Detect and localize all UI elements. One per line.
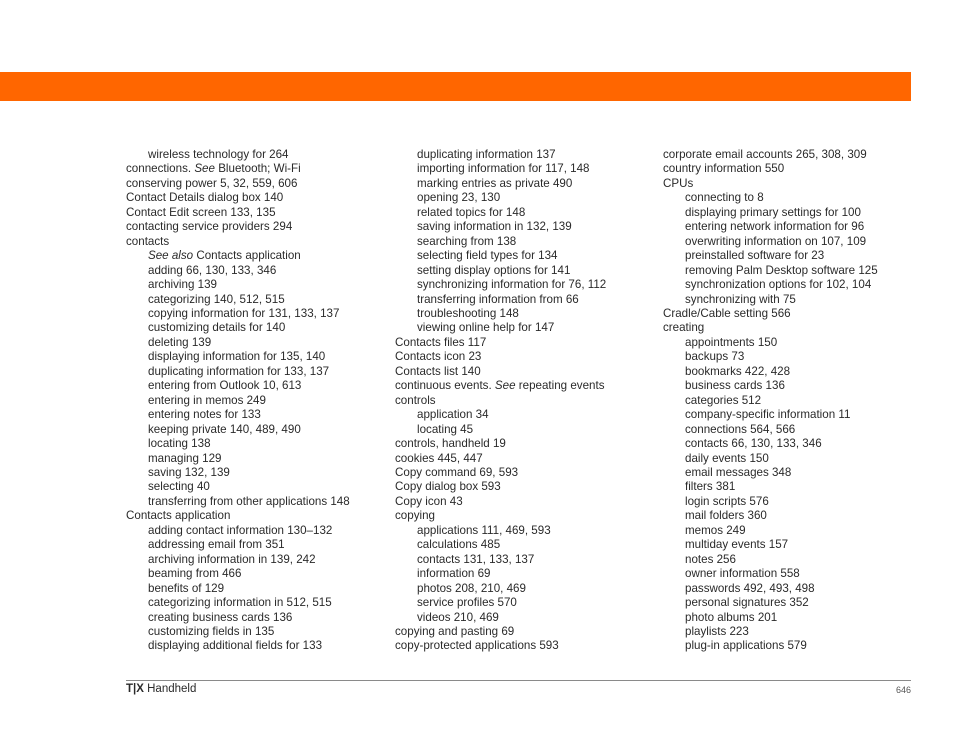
index-entry: Copy dialog box 593 <box>395 480 501 494</box>
index-subentry: categories 512 <box>685 393 762 407</box>
index-subentry: transferring from other applications 148 <box>148 494 350 508</box>
header-banner <box>0 72 911 101</box>
index-subentry: application 34 <box>417 408 489 422</box>
index-entry: Contacts list 140 <box>395 364 481 378</box>
index-entry: controls <box>395 393 436 407</box>
index-entry: creating <box>663 321 705 335</box>
index-subentry: entering in memos 249 <box>148 393 266 407</box>
index-subentry: entering network information for 96 <box>685 220 865 234</box>
index-entry: Contacts icon 23 <box>395 350 482 364</box>
cross-reference-label: See <box>194 162 215 176</box>
index-subentry: saving 132, 139 <box>148 465 230 479</box>
index-subentry: synchronizing with 75 <box>685 292 796 306</box>
index-subentry: displaying additional fields for 133 <box>148 639 323 653</box>
index-subentry: daily events 150 <box>685 451 769 465</box>
index-subentry: deleting 139 <box>148 335 212 349</box>
index-subentry: locating 138 <box>148 437 211 451</box>
index-entry: Contacts files 117 <box>395 335 487 349</box>
index-entry: CPUs <box>663 176 694 190</box>
index-subentry: customizing details for 140 <box>148 321 286 335</box>
index-subentry: opening 23, 130 <box>417 191 501 205</box>
index-subentry: archiving information in 139, 242 <box>148 552 316 566</box>
index-subentry: multiday events 157 <box>685 538 789 552</box>
entry-text: continuous events. <box>395 379 495 393</box>
index-entry: country information 550 <box>663 162 785 176</box>
index-subentry: synchronizing information for 76, 112 <box>417 278 607 292</box>
cross-reference-label: See also <box>148 249 194 263</box>
index-subentry: service profiles 570 <box>417 596 517 610</box>
entry-text: Contacts application <box>193 249 301 263</box>
index-subentry: related topics for 148 <box>417 205 526 219</box>
index-subentry: selecting field types for 134 <box>417 249 558 263</box>
index-subentry: adding contact information 130–132 <box>148 523 333 537</box>
index-subentry: removing Palm Desktop software 125 <box>685 263 878 277</box>
index-subentry: backups 73 <box>685 350 745 364</box>
index-subentry: overwriting information on 107, 109 <box>685 234 867 248</box>
index-subentry: company-specific information 11 <box>685 408 851 422</box>
index-subentry: passwords 492, 493, 498 <box>685 581 815 595</box>
index-subentry: saving information in 132, 139 <box>417 220 572 234</box>
index-entry: cookies 445, 447 <box>395 451 483 465</box>
index-subentry: notes 256 <box>685 552 736 566</box>
index-entry: copying and pasting 69 <box>395 624 515 638</box>
index-subentry <box>126 249 350 263</box>
index-subentry: contacts 131, 133, 137 <box>417 552 535 566</box>
index-entry: contacting service providers 294 <box>126 220 293 234</box>
index-subentry: entering notes for 133 <box>148 408 261 422</box>
index-entry: Contacts application <box>126 509 231 523</box>
index-entry <box>126 162 350 176</box>
index-subentry: personal signatures 352 <box>685 596 809 610</box>
index-subentry: mail folders 360 <box>685 509 767 523</box>
index-subentry: information 69 <box>417 567 491 581</box>
index-subentry: importing information for 117, 148 <box>417 162 590 176</box>
index-subentry: memos 249 <box>685 523 746 537</box>
footer-product-name <box>126 683 196 695</box>
index-subentry: searching from 138 <box>417 234 517 248</box>
index-subentry: duplicating information for 133, 137 <box>148 364 330 378</box>
index-entry: copying <box>395 509 435 523</box>
index-subentry: email messages 348 <box>685 465 792 479</box>
index-entry: Contact Details dialog box 140 <box>126 191 284 205</box>
index-subentry: filters 381 <box>685 480 736 494</box>
index-entry: Contact Edit screen 133, 135 <box>126 205 276 219</box>
index-subentry: viewing online help for 147 <box>417 321 555 335</box>
index-subentry: synchronization options for 102, 104 <box>685 278 872 292</box>
index-entry: contacts <box>126 234 170 248</box>
index-subentry: managing 129 <box>148 451 222 465</box>
index-subentry: creating business cards 136 <box>148 610 293 624</box>
index-subentry: duplicating information 137 <box>417 148 556 161</box>
index-subentry: selecting 40 <box>148 480 210 494</box>
index-subentry: categorizing information in 512, 515 <box>148 596 332 610</box>
index-subentry: connections 564, 566 <box>685 422 796 436</box>
index-subentry: archiving 139 <box>148 278 217 292</box>
index-entry: Cradle/Cable setting 566 <box>663 306 791 320</box>
index-subentry: marking entries as private 490 <box>417 176 573 190</box>
index-subentry: locating 45 <box>417 422 474 436</box>
entry-text: repeating events <box>515 379 605 393</box>
entry-text: Bluetooth; Wi-Fi <box>214 162 301 176</box>
index-subentry: bookmarks 422, 428 <box>685 364 791 378</box>
index-subentry: troubleshooting 148 <box>417 306 519 320</box>
footer-product-rest: Handheld <box>143 683 197 695</box>
index-column-3 <box>663 148 878 654</box>
index-subentry: playlists 223 <box>685 624 749 638</box>
index-subentry: preinstalled software for 23 <box>685 249 825 263</box>
index-subentry: categorizing 140, 512, 515 <box>148 292 285 306</box>
index-subentry: adding 66, 130, 133, 346 <box>148 263 277 277</box>
index-subentry: displaying primary settings for 100 <box>685 205 861 219</box>
index-subentry: connecting to 8 <box>685 191 764 205</box>
index-entry: conserving power 5, 32, 559, 606 <box>126 176 298 190</box>
index-entry: copy-protected applications 593 <box>395 639 559 653</box>
index-subentry: login scripts 576 <box>685 494 769 508</box>
index-subentry: entering from Outlook 10, 613 <box>148 379 302 393</box>
footer-product-bold: T|X <box>126 683 144 695</box>
index-subentry: photos 208, 210, 469 <box>417 581 526 595</box>
index-column-1 <box>126 148 350 654</box>
index-subentry: customizing fields in 135 <box>148 624 275 638</box>
index-subentry: beaming from 466 <box>148 567 242 581</box>
page-number: 646 <box>895 685 911 695</box>
index-subentry: calculations 485 <box>417 538 501 552</box>
entry-text: connections. <box>126 162 195 176</box>
index-subentry: plug-in applications 579 <box>685 639 807 653</box>
index-subentry: benefits of 129 <box>148 581 225 595</box>
index-subentry: applications 111, 469, 593 <box>417 523 551 537</box>
index-entry: corporate email accounts 265, 308, 309 <box>663 148 867 161</box>
index-subentry: wireless technology for 264 <box>148 148 289 161</box>
index-subentry: photo albums 201 <box>685 610 778 624</box>
index-subentry: appointments 150 <box>685 335 778 349</box>
index-subentry: business cards 136 <box>685 379 785 393</box>
index-entry: Copy icon 43 <box>395 494 463 508</box>
index-subentry: displaying information for 135, 140 <box>148 350 326 364</box>
footer-divider <box>126 680 911 681</box>
index-entry: controls, handheld 19 <box>395 437 506 451</box>
index-subentry: setting display options for 141 <box>417 263 571 277</box>
index-subentry: keeping private 140, 489, 490 <box>148 422 301 436</box>
index-subentry: transferring information from 66 <box>417 292 579 306</box>
index-entry <box>395 379 606 393</box>
index-column-2 <box>395 148 606 654</box>
index-subentry: contacts 66, 130, 133, 346 <box>685 437 822 451</box>
index-entry: Copy command 69, 593 <box>395 465 519 479</box>
index-subentry: addressing email from 351 <box>148 538 285 552</box>
index-subentry: owner information 558 <box>685 567 800 581</box>
cross-reference-label: See <box>494 379 516 393</box>
index-subentry: videos 210, 469 <box>417 610 499 624</box>
index-subentry: copying information for 131, 133, 137 <box>148 306 340 320</box>
